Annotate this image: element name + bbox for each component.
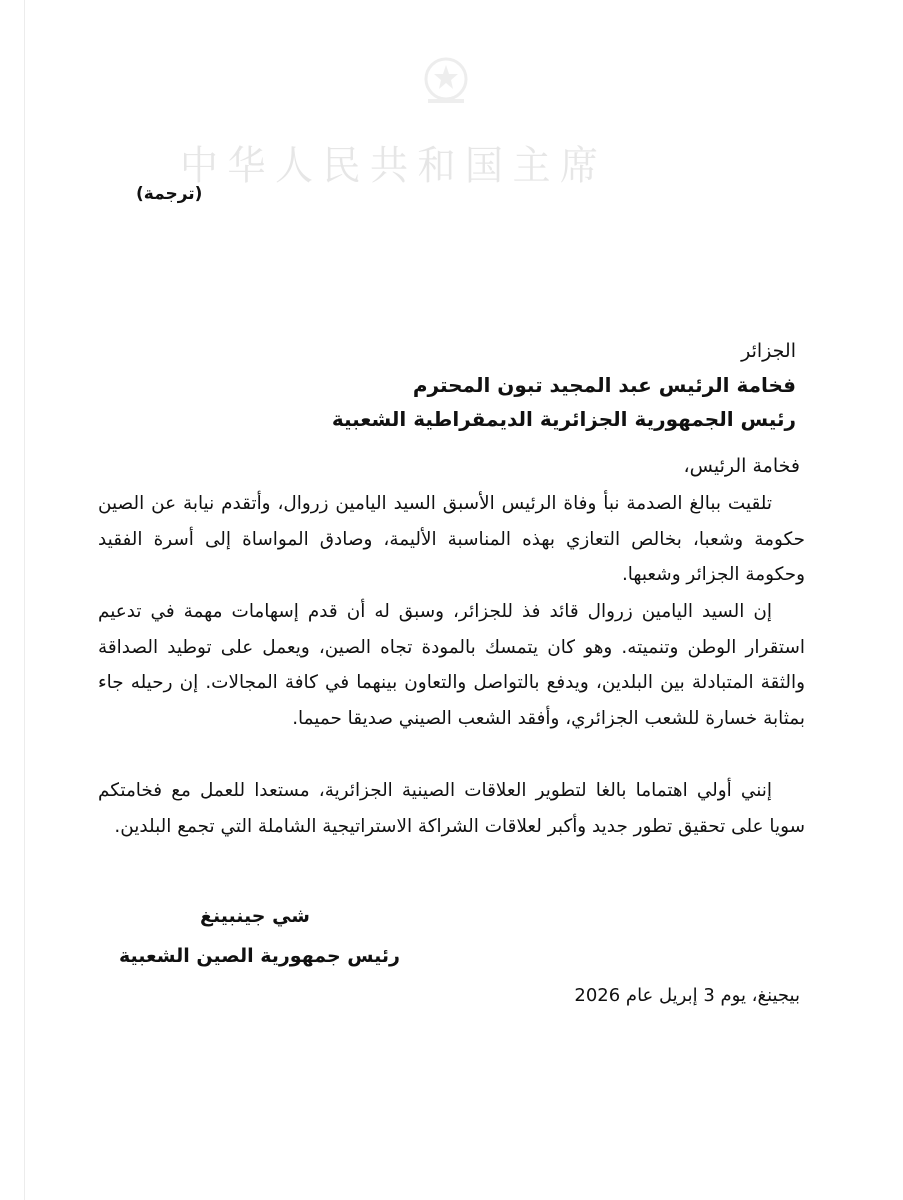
recipient-title: رئيس الجمهورية الجزائرية الديمقراطية الشعبية	[331, 407, 796, 431]
letterhead-title: 中华人民共和国主席	[180, 143, 608, 189]
recipient-city: الجزائر	[741, 340, 796, 362]
signatory-name: شي جينبينغ	[200, 905, 310, 927]
body-paragraph-1: تلقيت ببالغ الصدمة نبأ وفاة الرئيس الأسبق السيد اليامين زروال، وأتقدم نيابة عن الصين حكومة وشعبا، بخالص التعازي بهذه المناسبة الأليمة، وصادق المواساة إلى أسرة الفقيد وحكومة الجزائر وشعبها.	[98, 493, 805, 585]
recipient-name: فخامة الرئيس عبد المجيد تبون المحترم	[412, 373, 796, 397]
body-paragraph-3: إنني أولي اهتماما بالغا لتطوير العلاقات الصينية الجزائرية، مستعدا للعمل مع فخامتكم سويا على تحقيق تطور جديد وأكبر لعلاقات الشراكة الاستراتيجية الشاملة التي تجمع البلدين.	[98, 780, 805, 837]
translation-note: (ترجمة)	[136, 184, 203, 204]
page-fold-line	[24, 0, 25, 1200]
national-emblem-icon	[418, 55, 474, 107]
salutation: فخامة الرئيس،	[683, 455, 800, 477]
letter-date: بيجينغ، يوم 3 إبريل عام 2026	[574, 985, 800, 1006]
signatory-title: رئيس جمهورية الصين الشعبية	[119, 945, 400, 967]
body-paragraph-2: إن السيد اليامين زروال قائد فذ للجزائر، وسبق له أن قدم إسهامات مهمة في تدعيم استقرار الوطن وتنميته. وهو كان يتمسك بالمودة تجاه الصين، ويعمل على توطيد الصداقة والثقة المتبادلة بين البلدين، ويدفع بالتواصل والتعاون بينهما في كافة المجالات. إن رحيله جاء بمثابة خسارة للشعب الجزائري، وأفقد الشعب الصيني صديقا حميما.	[98, 601, 805, 729]
